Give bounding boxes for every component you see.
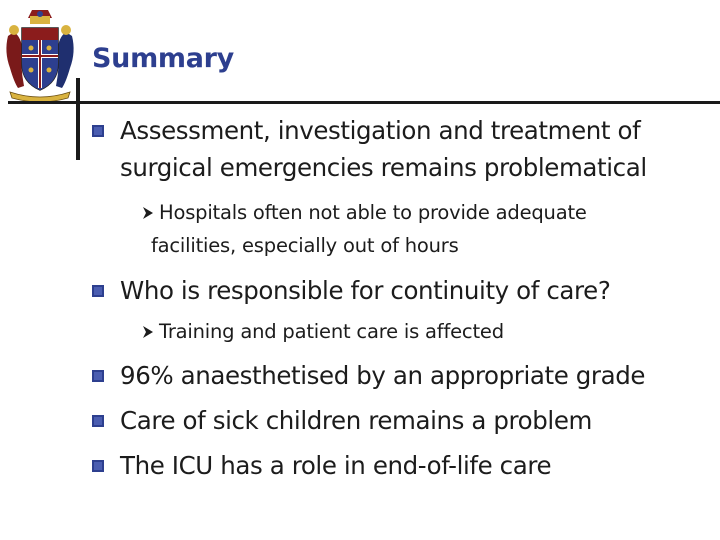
square-bullet-icon	[92, 370, 104, 382]
sub-bullet-text: facilities, especially out of hours	[151, 234, 459, 257]
sub-bullet-text: Training and patient care is affected	[159, 320, 504, 343]
bullet-text: surgical emergencies remains problematical	[120, 153, 647, 182]
slide-title: Summary	[92, 43, 234, 74]
bullet-text: Care of sick children remains a problem	[120, 406, 592, 435]
horizontal-rule	[8, 101, 720, 104]
bullet-text: Assessment, investigation and treatment of	[120, 116, 641, 145]
sub-bullet-text: Hospitals often not able to provide adequate	[159, 201, 587, 224]
bullet-text: The ICU has a role in end-of-life care	[120, 451, 552, 480]
arrowhead-bullet-icon	[142, 325, 154, 339]
bullet-text: Who is responsible for continuity of care?	[120, 276, 611, 305]
square-bullet-icon	[92, 460, 104, 472]
square-bullet-icon	[92, 285, 104, 297]
square-bullet-icon	[92, 415, 104, 427]
arrowhead-bullet-icon	[142, 206, 154, 220]
bullet-text: 96% anaesthetised by an appropriate grade	[120, 361, 646, 390]
vertical-rule	[76, 78, 80, 160]
coat-of-arms-icon	[2, 6, 78, 104]
square-bullet-icon	[92, 125, 104, 137]
